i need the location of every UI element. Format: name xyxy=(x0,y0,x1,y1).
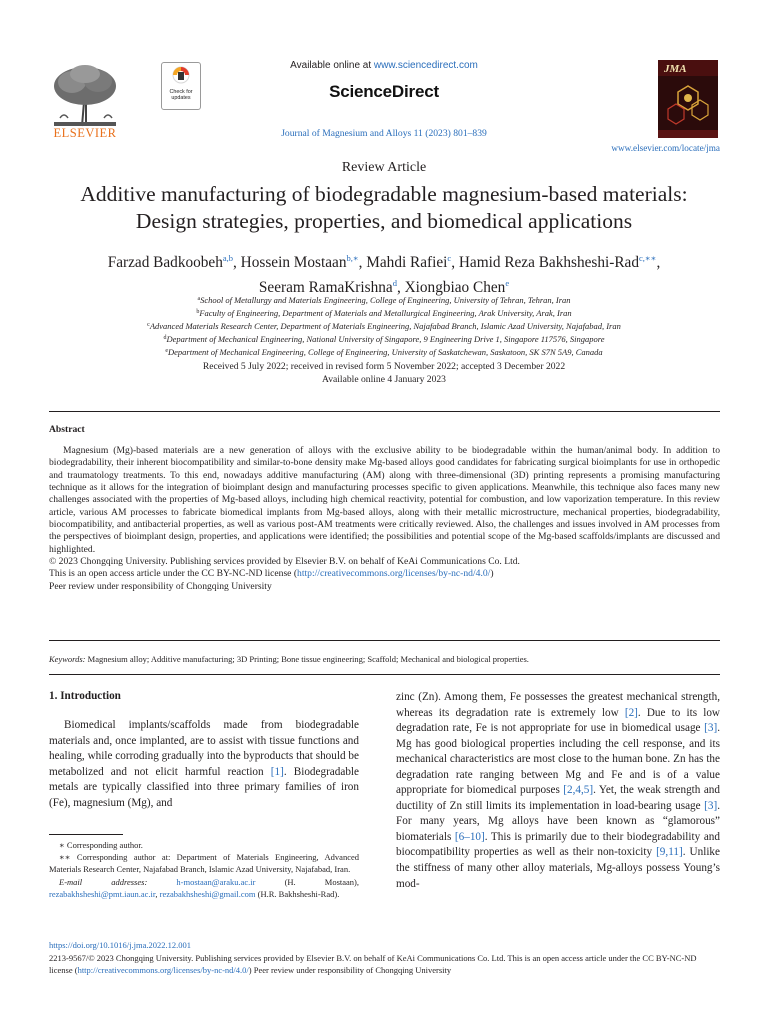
text-run: . Mg has good biological properties including the cell response, and its mechanical characteristics are most close to the human bone. Zn has the degradation rate ranging between Mg and Fe and is of a value appropriate for biomedical purposes xyxy=(396,722,720,797)
text-run: ) Peer review under responsibility of Chongqing University xyxy=(248,965,452,976)
keywords-label: Keywords: xyxy=(49,654,86,664)
article-title xyxy=(40,181,728,235)
email-label: E-mail addresses: xyxy=(59,876,148,887)
text-run: zinc (Zn). Among them, Fe possesses the greatest mechanical strength, whereas its degradation rate is extremely low xyxy=(396,691,720,719)
text-run: . Due to its low degradation rate, Fe is not appropriate for use in biomedical usage xyxy=(396,706,720,735)
abstract-heading: Abstract xyxy=(49,424,85,435)
reference-link[interactable]: [1] xyxy=(270,765,284,778)
affiliations xyxy=(30,293,738,358)
keywords-text: Magnesium alloy; Additive manufacturing; 3D Printing; Bone tissue engineering; Scaffold; Mechanical and biological properties. xyxy=(85,654,529,664)
author-affiliation-mark[interactable]: d xyxy=(392,278,397,288)
affiliation-mark: c xyxy=(147,322,150,329)
footer-license-link[interactable]: http://creativecommons.org/licenses/by-nc-nd/4.0/ xyxy=(77,965,249,976)
text-run: , xyxy=(155,888,160,899)
abstract-bottom-rule xyxy=(49,640,720,641)
reference-link[interactable]: [6–10] xyxy=(454,830,485,843)
text-run: . This is primarily due to their biodegradability and biocompatibility properties as well as their non-toxicity xyxy=(396,830,720,859)
elsevier-tree-logo xyxy=(48,62,122,128)
affiliation-mark: b xyxy=(196,309,200,316)
intro-paragraph-1 xyxy=(49,718,359,811)
article-type: Review Article xyxy=(341,160,427,175)
text-run: 2213-9567/© 2023 Chongqing University. Publishing services provided by Elsevier B.V. on behalf of KeAi Communications Co. Ltd. This is an open access article under the CC BY-NC-ND license ( xyxy=(49,953,697,976)
affiliation-mark: d xyxy=(163,335,167,342)
affiliation-text: Department of Mechanical Engineering, National University of Singapore, 9 Engineering Drive 1, Singapore 117576, Singapore xyxy=(166,334,605,345)
available-online xyxy=(200,60,568,71)
author-name[interactable]: Seeram RamaKrishna xyxy=(258,279,393,296)
reference-link[interactable]: [3] xyxy=(704,722,718,735)
affiliation-text: Faculty of Engineering, Department of Materials and Metallurgical Engineering, Arak University, Arak, Iran xyxy=(199,308,572,319)
affiliation-text: School of Metallurgy and Materials Engineering, College of Engineering, University of Tehran, Tehran, Iran xyxy=(200,295,571,305)
affiliation-mark: a xyxy=(197,296,201,302)
footnote-corresponding-2: ∗∗ Corresponding author at: Department of Materials Engineering, Advanced Materials Research Center, Najafabad Branch, Islamic Azad University, Najafabad, Iran. xyxy=(49,852,359,875)
email-link[interactable]: h-mostaan@araku.ac.ir xyxy=(176,876,256,887)
available-prefix: Available online at xyxy=(290,60,374,71)
author-line-2: Seeram RamaKrishna$^d$, Xiongbiao Chen$^e$ xyxy=(258,278,510,296)
license-prefix: This is an open access article under the CC BY-NC-ND license ( xyxy=(49,568,298,580)
author-name[interactable]: Hossein Mostaan xyxy=(240,254,347,271)
sciencedirect-link[interactable]: www.sciencedirect.com xyxy=(373,60,478,71)
keywords xyxy=(49,654,720,664)
author-name[interactable]: Hamid Reza Bakhsheshi-Rad xyxy=(458,254,639,271)
check-for-updates-badge[interactable] xyxy=(161,62,201,110)
text-run: (H. Mostaan), xyxy=(255,876,359,887)
abstract-text: Magnesium (Mg)-based materials are a new generation of alloys with the exclusive ability to be biodegradable within the human/animal body. In addition to biodegradability, their inherent biocompatibility and similar-to-bone density make Mg-based alloys good candidates for fabricating surgical bioimplants for use in orthopedic and traumatology treatments. To this end, nowadays additive manufacturing (AM) along with three-dimensional (3D) printing represents a promising manufacturing technique as it allows for the integration of bioimplant design and manufacturing processes specific to given applications. Meanwhile, this technique also faces many new challenges associated with the properties of Mg-based alloys, including high chemical reactivity, potential for combustion, and low vaporization temperature. In this review article, various AM processes to fabricate biomedical implants from Mg-based alloys, along with their metallic microstructure, mechanical properties, biodegradability, biocompatibility, and antibacterial properties, as well as various post-AM treatments were critically reviewed. Also, the challenges and issues involved in AM processes from the perspectives of bioimplant design, properties, and applications were identified; the possibilities and potential scope of the Mg-based scaffolds/implants are discussed and highlighted. xyxy=(49,445,720,555)
footnote-corresponding-1: ∗ Corresponding author. xyxy=(59,840,143,850)
keywords-bottom-rule xyxy=(49,674,720,675)
journal-cover-image[interactable] xyxy=(658,60,718,138)
intro-paragraph-continued xyxy=(396,690,720,892)
affiliation-item xyxy=(30,319,738,332)
email-link[interactable]: rezabakhsheshi@gmail.com xyxy=(159,888,256,899)
title-line-2: Design strategies, properties, and biomedical applications xyxy=(135,209,633,233)
journal-homepage-link[interactable]: www.elsevier.com/locate/jma xyxy=(611,143,720,153)
license-suffix: ) xyxy=(490,568,494,580)
affiliation-item xyxy=(30,345,738,358)
footnote-rule xyxy=(49,834,123,835)
section-heading-introduction: 1. Introduction xyxy=(49,690,121,702)
abstract-body xyxy=(49,445,720,593)
text-run: . For many years, Mg alloys have been known as “glamorous” biomaterials xyxy=(396,799,720,843)
author-affiliation-mark[interactable]: c xyxy=(447,253,452,263)
affiliation-text: Department of Mechanical Engineering, College of Engineering, University of Saskatchewan, Saskatoon, SK S7N 5A9, Canada xyxy=(168,347,603,358)
footer-copyright xyxy=(49,952,720,976)
text-run: (H.R. Bakhsheshi-Rad). xyxy=(255,888,340,899)
text-run: . Biodegradable metals are typically classified into three primary families of iron (Fe), magnesium (Mg), and xyxy=(49,765,359,809)
abstract-license xyxy=(49,568,720,580)
author-affiliation-mark[interactable]: a,b xyxy=(222,253,234,263)
reference-link[interactable]: [9,11] xyxy=(656,846,683,859)
reference-link[interactable]: [3] xyxy=(704,799,718,812)
author-name[interactable]: Xiongbiao Chen xyxy=(404,279,506,296)
affiliation-item xyxy=(30,332,738,345)
text-run: Biomedical implants/scaffolds made from biodegradable materials and, once implanted, are to assist with tissue functions and healing, while corroding gradually into the byproducts that should be metabolized and not elicit harmful reaction xyxy=(49,719,359,778)
article-dates xyxy=(0,361,768,386)
author-name[interactable]: Farzad Badkoobeh xyxy=(107,254,223,271)
affiliation-text: Advanced Materials Research Center, Department of Materials Engineering, Najafabad Branch, Islamic Azad University, Najafabad, Iran xyxy=(149,321,621,332)
received-dates: Received 5 July 2022; received in revised form 5 November 2022; accepted 3 December 2022 xyxy=(202,361,566,372)
license-link[interactable]: http://creativecommons.org/licenses/by-nc-nd/4.0/ xyxy=(297,568,491,580)
abstract-copyright: © 2023 Chongqing University. Publishing services provided by Elsevier B.V. on behalf of KeAi Communications Co. Ltd. xyxy=(49,556,520,568)
author-name[interactable]: Mahdi Rafiei xyxy=(366,254,448,271)
check-updates-label: Check for updates xyxy=(169,89,193,102)
left-column-text xyxy=(49,718,359,811)
text-run: . Unlike the stiffness of many other alloy materials, Mg-alloys possess Young’s mod- xyxy=(396,846,720,890)
footnote-emails xyxy=(49,876,359,900)
crossmark-icon xyxy=(172,66,190,84)
cover-title: JMA xyxy=(664,63,687,75)
author-affiliation-mark[interactable]: b,∗ xyxy=(346,253,359,263)
author-affiliation-mark[interactable]: e xyxy=(505,278,510,288)
right-column-text xyxy=(396,690,720,892)
text-run: . Yet, the weak strength and ductility of Zn still limits its implementation in load-bearing usage xyxy=(396,784,720,812)
journal-citation[interactable]: Journal of Magnesium and Alloys 11 (2023) 801–839 xyxy=(281,128,487,139)
online-date: Available online 4 January 2023 xyxy=(322,373,446,385)
reference-link[interactable]: [2,4,5] xyxy=(563,784,594,797)
publisher-wordmark: ELSEVIER xyxy=(53,126,117,140)
abstract-top-rule xyxy=(49,411,720,412)
footnotes xyxy=(49,839,359,900)
title-line-1: Additive manufacturing of biodegradable magnesium-based materials: xyxy=(80,182,688,206)
reference-link[interactable]: [2] xyxy=(624,706,638,719)
sciencedirect-brand: ScienceDirect xyxy=(329,82,439,101)
abstract-peer-review: Peer review under responsibility of Chongqing University xyxy=(49,580,272,592)
doi-link[interactable]: https://doi.org/10.1016/j.jma.2022.12.001 xyxy=(49,940,191,950)
cover-art xyxy=(658,60,718,138)
author-line-1: Farzad Badkoobeh$^{a,b}$, Hossein Mostaan$^{b,∗}$, Mahdi Rafiei$^c$, Hamid Reza Bakhsheshi-Rad$^{c,∗∗}$, xyxy=(107,253,661,271)
affiliation-item xyxy=(30,306,738,319)
author-affiliation-mark[interactable]: c,∗∗ xyxy=(638,253,657,263)
email-link[interactable]: rezabakhsheshi@pmt.iaun.ac.ir xyxy=(49,888,156,899)
affiliation-item xyxy=(30,293,738,306)
affiliation-mark: e xyxy=(165,348,169,355)
author-list xyxy=(40,248,728,298)
